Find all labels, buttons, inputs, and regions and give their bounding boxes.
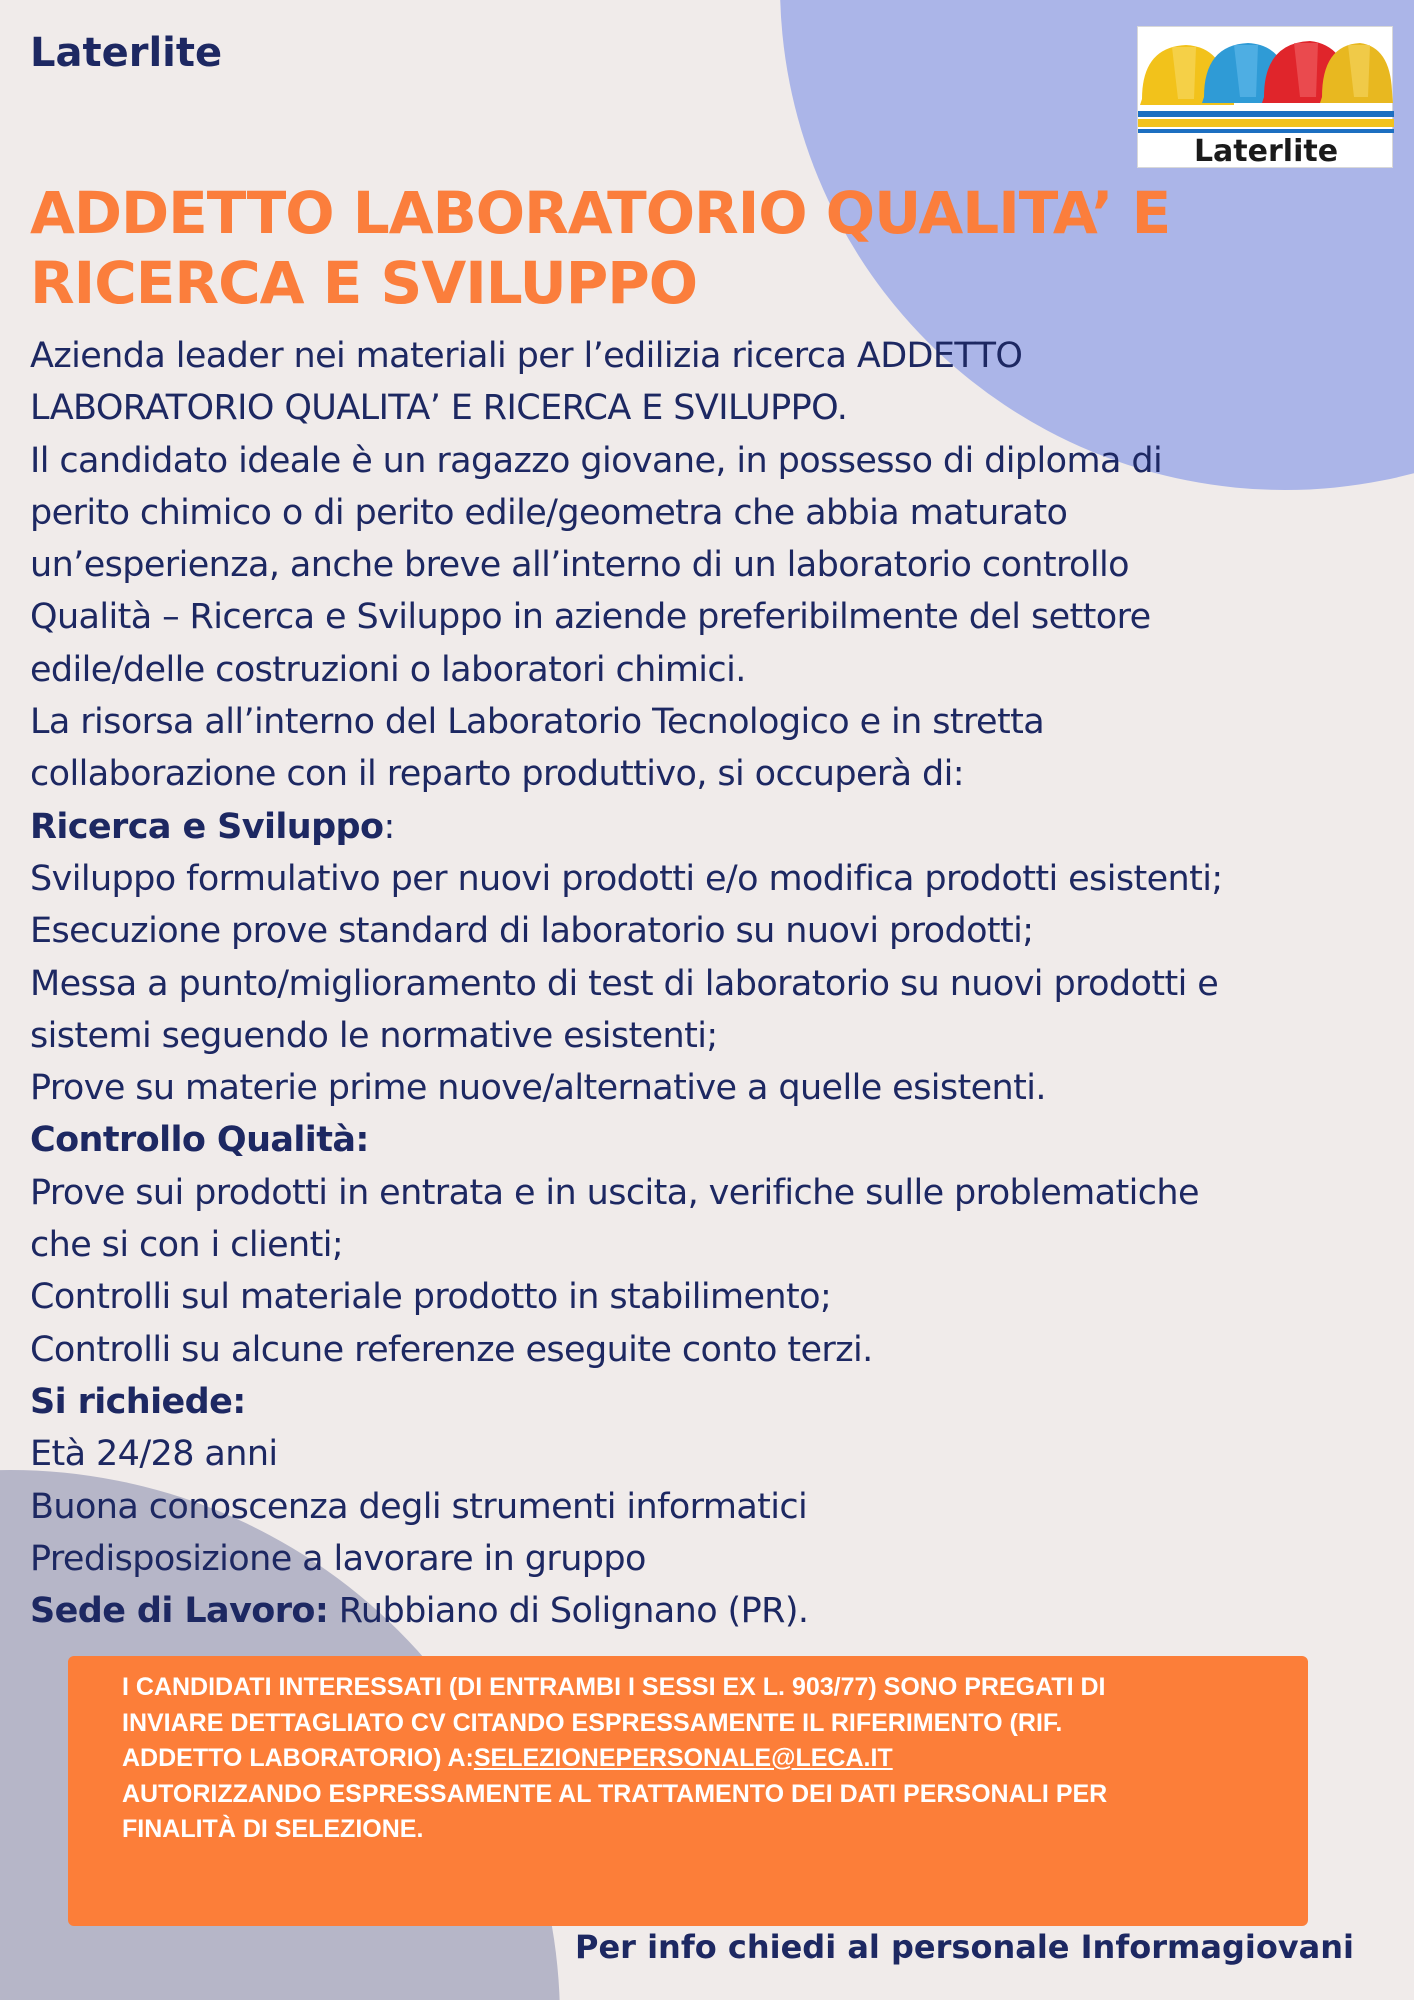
job-description (30, 330, 1400, 1637)
list-item: sistemi seguendo le normative esistenti; (30, 1015, 718, 1056)
footer-info: Per info chiedi al personale Informagiovani (575, 1928, 1354, 1966)
list-item: Controlli su alcune referenze eseguite conto terzi. (30, 1329, 873, 1370)
list-item: Controlli sul materiale prodotto in stabilimento; (30, 1277, 832, 1318)
cta-line: AUTORIZZANDO ESPRESSAMENTE AL TRATTAMENTO DEI DATI PERSONALI PER (122, 1779, 1108, 1808)
text-line: La risorsa all’interno del Laboratorio Tecnologico e in stretta (30, 702, 1045, 743)
text-line: un’esperienza, anche breve all’interno di un laboratorio controllo (30, 545, 1129, 586)
cta-line: INVIARE DETTAGLIATO CV CITANDO ESPRESSAMENTE IL RIFERIMENTO (RIF. (122, 1708, 1063, 1737)
list-item: Età 24/28 anni (30, 1434, 278, 1475)
list-item: Buona conoscenza degli strumenti informatici (30, 1486, 808, 1527)
text-line: collaborazione con il reparto produttivo, si occuperà di: (30, 754, 964, 795)
page-title (30, 178, 1230, 318)
title-line: ADDETTO LABORATORIO QUALITA’ E (30, 179, 1171, 247)
list-item: Predisposizione a lavorare in gruppo (30, 1538, 646, 1579)
list-item: Prove su materie prime nuove/alternative a quelle esistenti. (30, 1068, 1046, 1109)
hard-hats-logo (1138, 27, 1394, 169)
section-heading-qc: Controllo Qualità: (30, 1120, 369, 1161)
section-heading-requirements: Si richiede: (30, 1381, 246, 1422)
section-heading-rd: Ricerca e Sviluppo: (30, 806, 395, 847)
list-item: Prove sui prodotti in entrata e in uscita, verifiche sulle problematiche (30, 1172, 1199, 1213)
text-line: Il candidato ideale è un ragazzo giovane, in possesso di diploma di (30, 440, 1163, 481)
work-location: Sede di Lavoro: Rubbiano di Solignano (PR). (30, 1591, 809, 1632)
company-logo (1137, 26, 1393, 168)
title-line: RICERCA E SVILUPPO (30, 249, 698, 317)
application-instructions-box (68, 1656, 1308, 1926)
email-link[interactable]: SELEZIONEPERSONALE@LECA.IT (473, 1744, 893, 1772)
cta-line: FINALITÀ DI SELEZIONE. (122, 1815, 424, 1843)
cta-line: ADDETTO LABORATORIO) A:SELEZIONEPERSONALE@LECA.IT (122, 1744, 893, 1772)
cta-line: I CANDIDATI INTERESSATI (DI ENTRAMBI I SESSI EX L. 903/77) SONO PREGATI DI (122, 1673, 1106, 1701)
list-item: Messa a punto/miglioramento di test di laboratorio su nuovi prodotti e (30, 963, 1219, 1004)
text-line: Qualità – Ricerca e Sviluppo in aziende preferibilmente del settore (30, 597, 1151, 638)
list-item: Sviluppo formulativo per nuovi prodotti e/o modifica prodotti esistenti; (30, 858, 1223, 899)
text-line: edile/delle costruzioni o laboratori chimici. (30, 649, 746, 690)
text-line: perito chimico o di perito edile/geometra che abbia maturato (30, 492, 1068, 533)
text-line: Azienda leader nei materiali per l’edilizia ricerca ADDETTO (30, 336, 1023, 376)
text-line: LABORATORIO QUALITA’ E RICERCA E SVILUPPO. (30, 388, 848, 429)
logo-wordmark: Laterlite (1193, 134, 1339, 169)
brand-name: Laterlite (30, 30, 223, 76)
list-item: Esecuzione prove standard di laboratorio su nuovi prodotti; (30, 911, 1034, 952)
list-item: che si con i clienti; (30, 1225, 344, 1266)
